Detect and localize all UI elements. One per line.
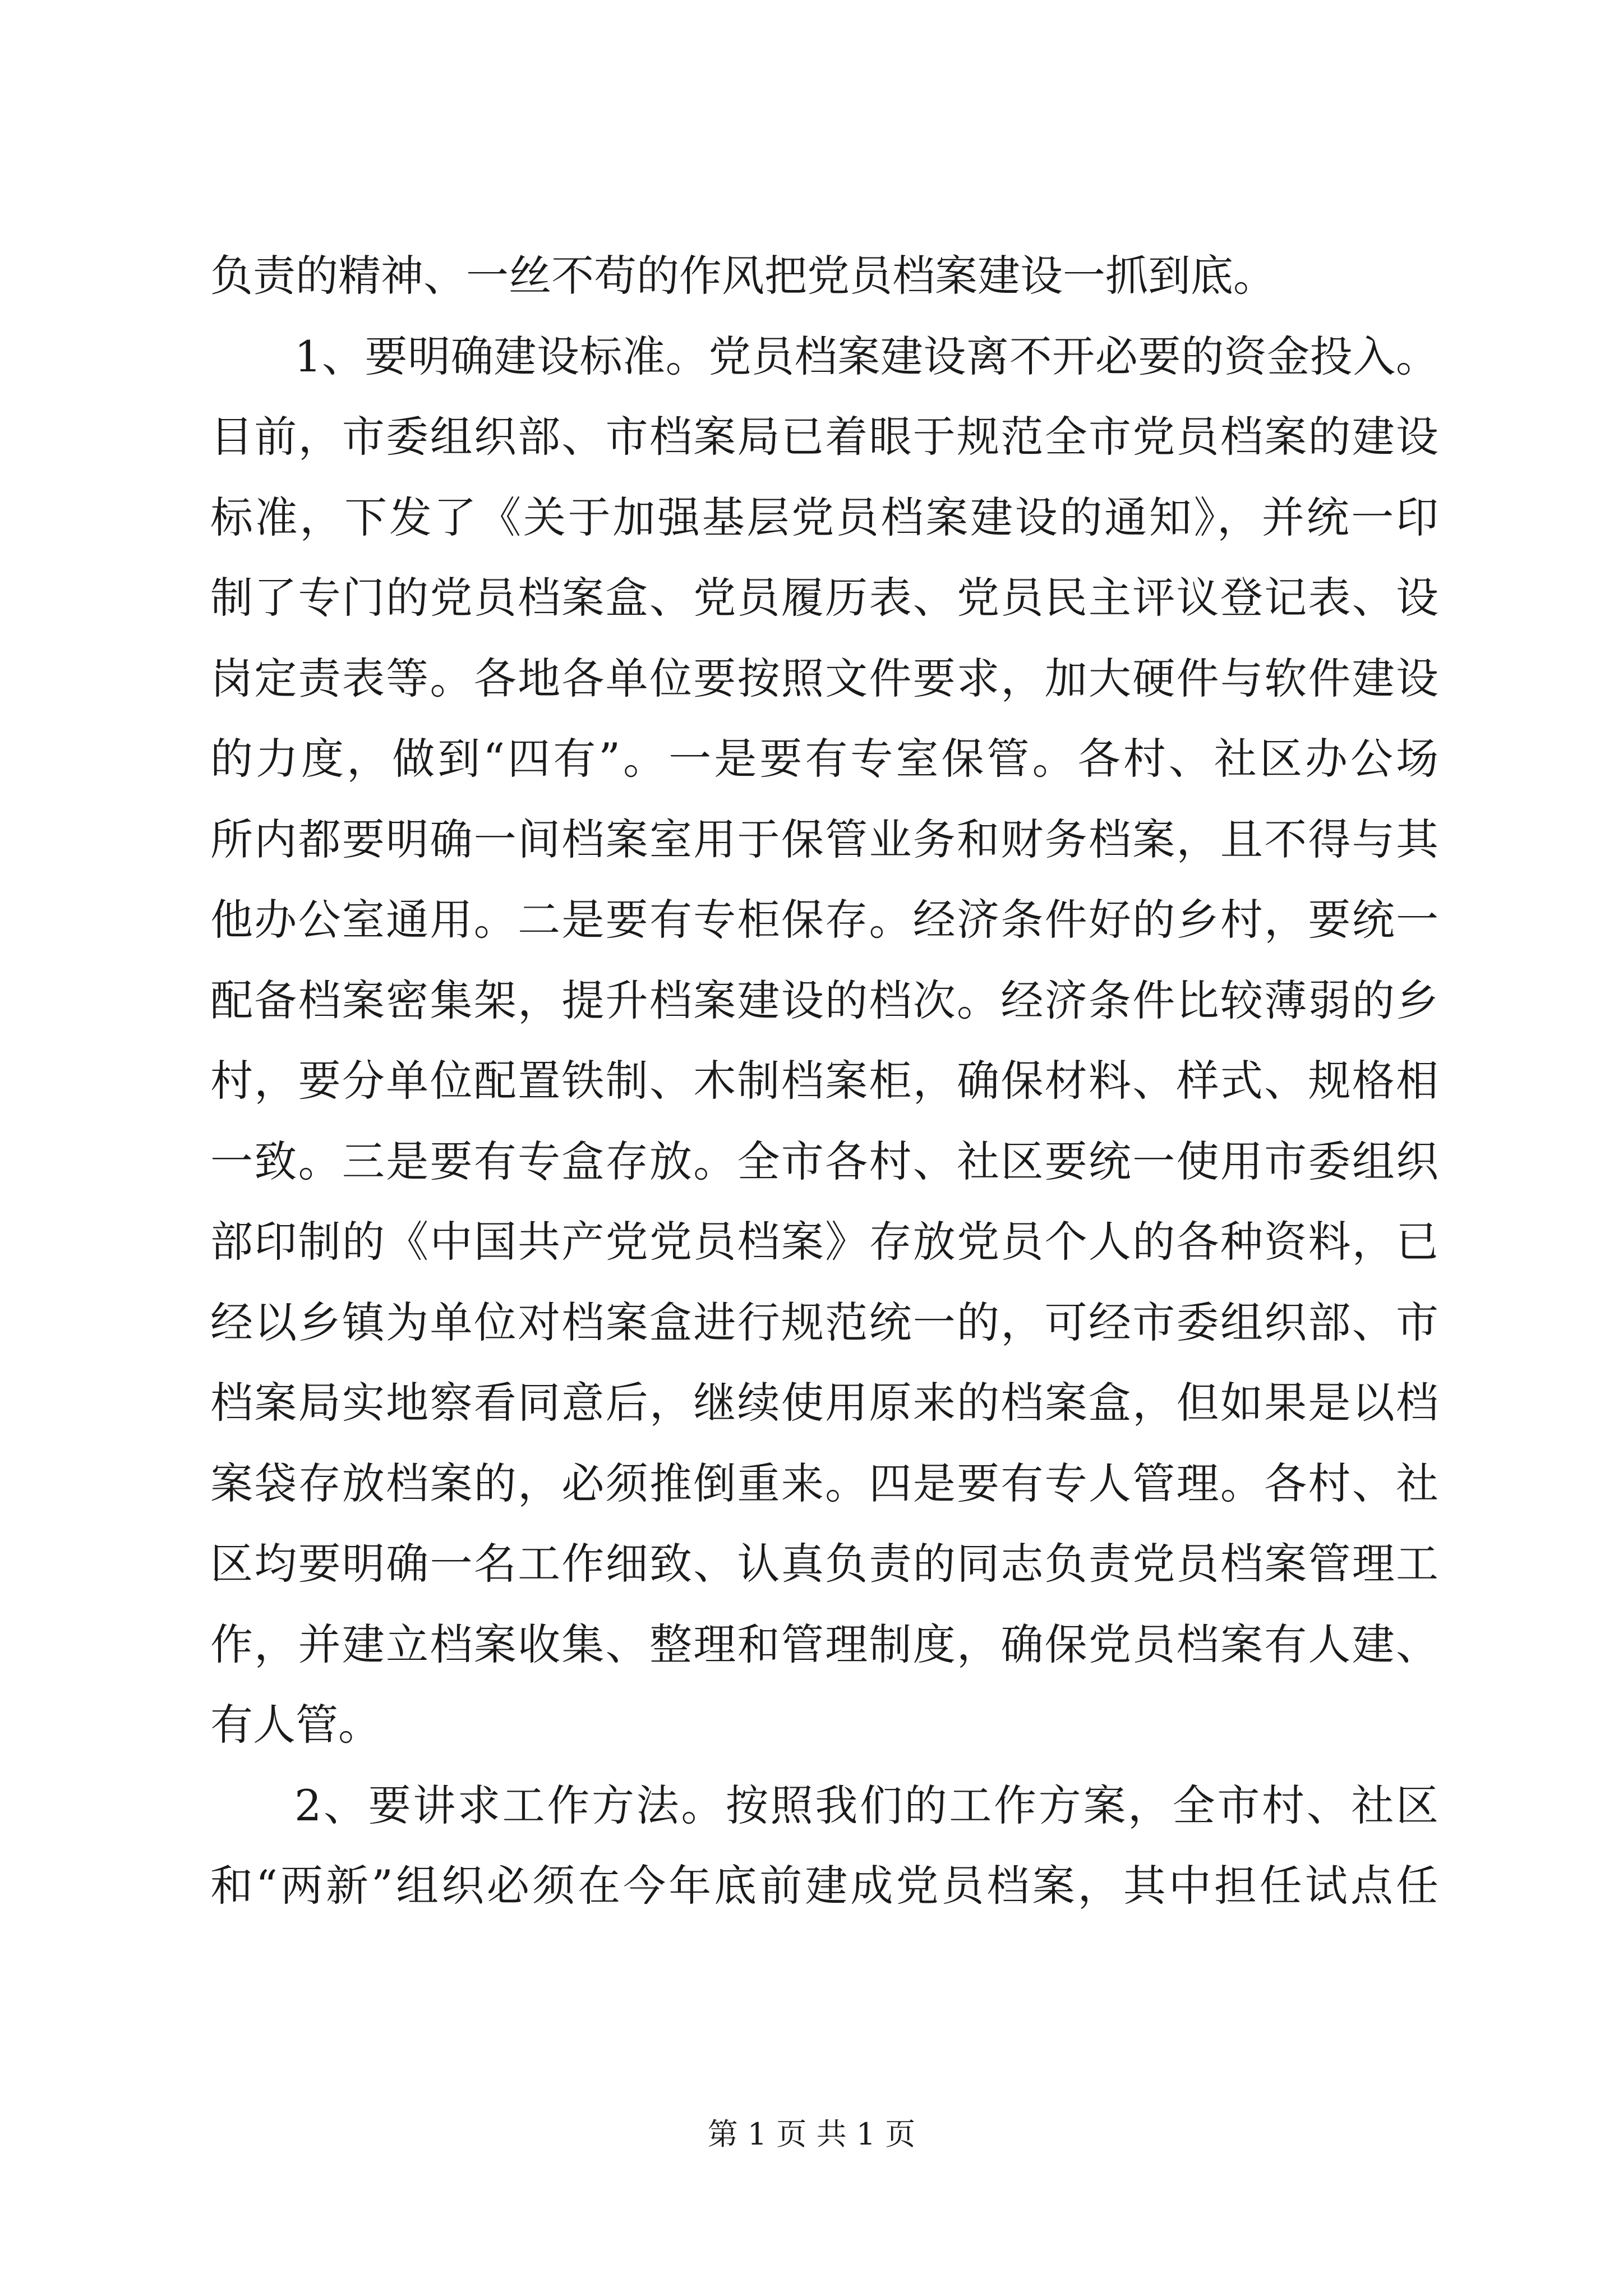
text-line: 有人管。 [210, 1700, 381, 1750]
text-line: 目前，市委组织部、市档案局已着眼于规范全市党员档案的建设 [210, 412, 1438, 462]
text-line: 的力度，做到“四有”。一是要有专室保管。各村、社区办公场 [210, 734, 1438, 784]
text-line: 一致。三是要有专盒存放。全市各村、社区要统一使用市委组织 [210, 1136, 1438, 1186]
text-line: 1、要明确建设标准。党员档案建设离不开必要的资金投入。 [294, 331, 1438, 381]
text-line: 案袋存放档案的，必须推倒重来。四是要有专人管理。各村、社 [210, 1458, 1438, 1508]
text-line: 他办公室通用。二是要有专柜保存。经济条件好的乡村，要统一 [210, 895, 1438, 945]
text-line: 所内都要明确一间档案室用于保管业务和财务档案，且不得与其 [210, 814, 1438, 864]
text-line: 岗定责表等。各地各单位要按照文件要求，加大硬件与软件建设 [210, 653, 1438, 703]
text-line: 和“两新”组织必须在今年底前建成党员档案，其中担任试点任 [210, 1861, 1438, 1911]
text-line: 村，要分单位配置铁制、木制档案柜，确保材料、样式、规格相 [210, 1056, 1438, 1106]
text-line: 区均要明确一名工作细致、认真负责的同志负责党员档案管理工 [210, 1539, 1438, 1589]
text-line: 作，并建立档案收集、整理和管理制度，确保党员档案有人建、 [210, 1619, 1438, 1669]
body-text [210, 236, 1438, 1926]
text-line: 2、要讲求工作方法。按照我们的工作方案，全市村、社区 [294, 1780, 1438, 1830]
text-line: 经以乡镇为单位对档案盒进行规范统一的，可经市委组织部、市 [210, 1297, 1438, 1347]
text-line: 部印制的《中国共产党党员档案》存放党员个人的各种资料，已 [210, 1217, 1438, 1267]
text-line: 制了专门的党员档案盒、党员履历表、党员民主评议登记表、设 [210, 573, 1438, 623]
text-line: 档案局实地察看同意后，继续使用原来的档案盒，但如果是以档 [210, 1378, 1438, 1428]
text-line: 配备档案密集架，提升档案建设的档次。经济条件比较薄弱的乡 [210, 975, 1438, 1025]
page-footer: 第 1 页 共 1 页 [707, 2116, 916, 2152]
text-line: 标准，下发了《关于加强基层党员档案建设的通知》，并统一印 [210, 492, 1438, 542]
text-line: 负责的精神、一丝不苟的作风把党员档案建设一抓到底。 [210, 251, 1276, 301]
